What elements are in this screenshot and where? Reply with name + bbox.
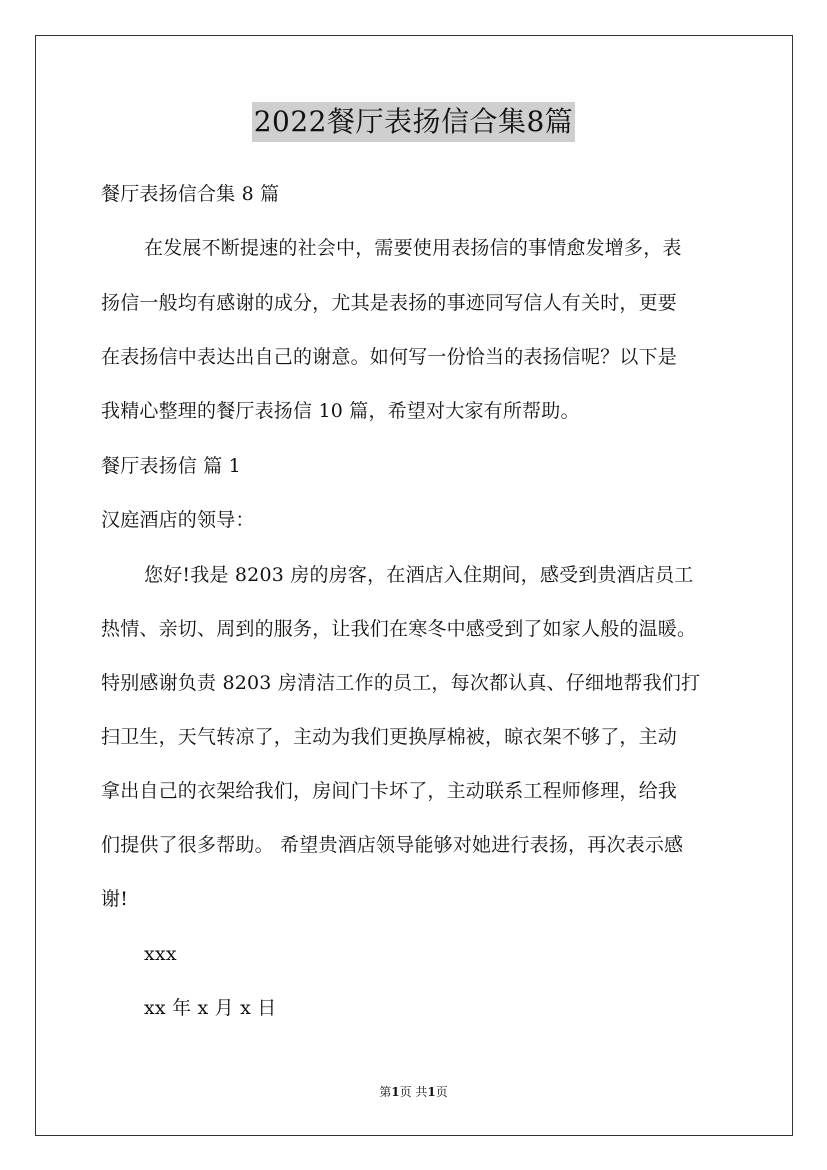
- signature: xxx: [144, 943, 177, 965]
- footer-mid: 页 共: [399, 1085, 428, 1099]
- paragraph-line: 扬信一般均有感谢的成分，尤其是表扬的事迹同写信人有关时，更要: [101, 292, 678, 314]
- paragraph-line: 您好!我是 8203 房的房客，在酒店入住期间，感受到贵酒店员工: [144, 564, 694, 586]
- paragraph-line: 在发展不断提速的社会中，需要使用表扬信的事情愈发增多，表: [144, 237, 682, 259]
- paragraph-line: 我精心整理的餐厅表扬信 10 篇，希望对大家有所帮助。: [101, 400, 580, 422]
- letter-date: xx 年 x 月 x 日: [144, 997, 277, 1019]
- footer-page-number: 1: [391, 1085, 400, 1099]
- footer-prefix: 第: [379, 1085, 392, 1099]
- title-container: [0, 102, 827, 142]
- footer-suffix: 页: [435, 1085, 448, 1099]
- paragraph-line: 谢!: [101, 888, 129, 910]
- page-footer: [0, 1084, 827, 1100]
- paragraph-line: 拿出自己的衣架给我们，房间门卡坏了，主动联系工程师修理，给我: [101, 780, 678, 802]
- paragraph-line: 热情、亲切、周到的服务，让我们在寒冬中感受到了如家人般的温暖。: [101, 618, 697, 640]
- subtitle: 餐厅表扬信合集 8 篇: [101, 183, 280, 205]
- paragraph-line: 扫卫生，天气转凉了，主动为我们更换厚棉被，晾衣架不够了，主动: [101, 726, 678, 748]
- document-title: 2022餐厅表扬信合集8篇: [252, 102, 576, 142]
- paragraph-line: 们提供了很多帮助。 希望贵酒店领导能够对她进行表扬，再次表示感: [101, 834, 684, 856]
- section-heading: 餐厅表扬信 篇 1: [101, 455, 241, 477]
- paragraph-line: 在表扬信中表达出自己的谢意。如何写一份恰当的表扬信呢？以下是: [101, 346, 678, 368]
- salutation: 汉庭酒店的领导：: [101, 509, 255, 531]
- paragraph-line: 特别感谢负责 8203 房清洁工作的员工，每次都认真、仔细地帮我们打: [101, 672, 701, 694]
- footer-total-pages: 1: [427, 1085, 436, 1099]
